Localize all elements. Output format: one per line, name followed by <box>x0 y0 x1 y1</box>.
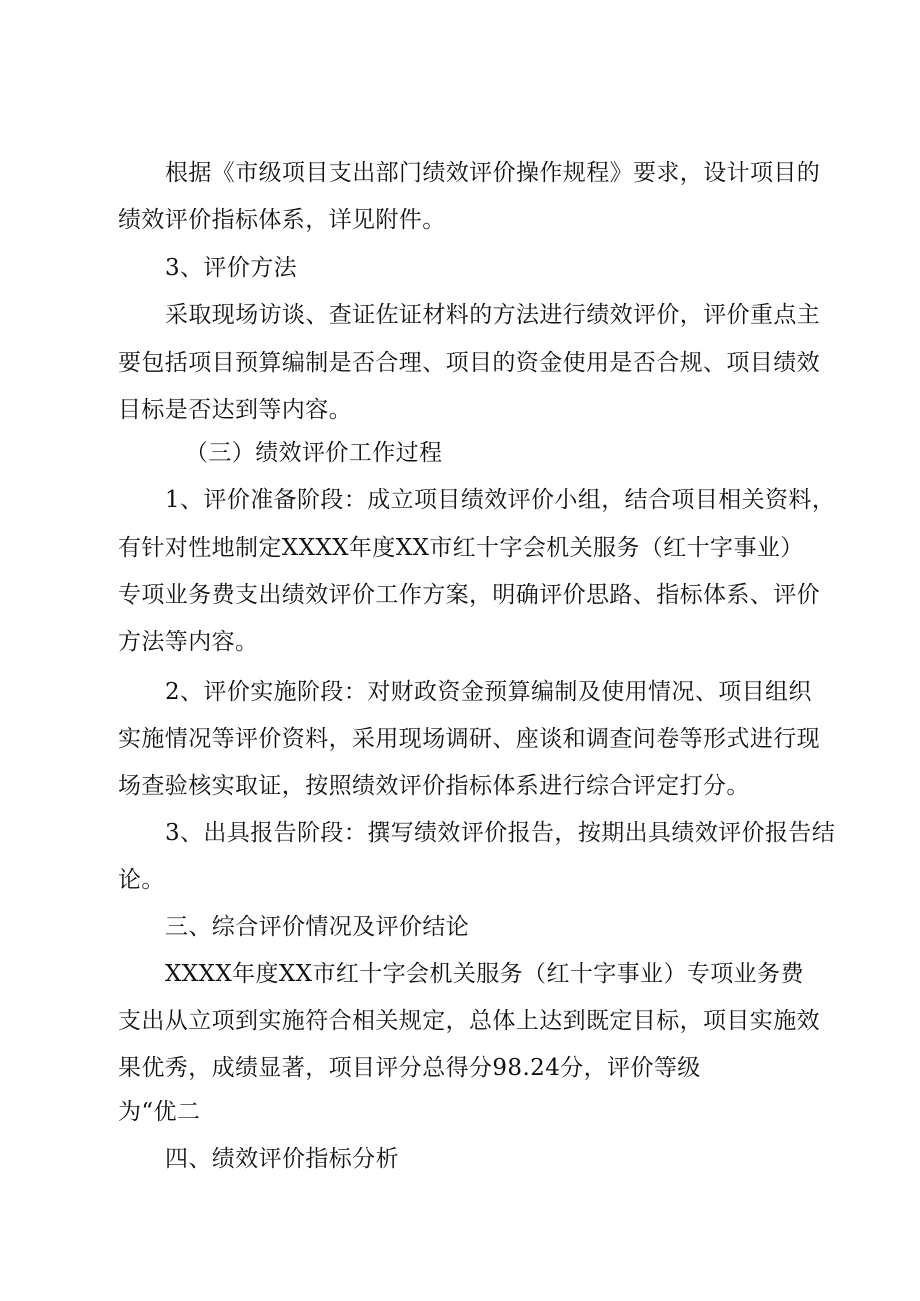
paragraph-line: 绩效评价指标体系，详见附件。 <box>118 207 446 233</box>
paragraph-line: 论。 <box>118 867 165 893</box>
section-heading: 四、绩效评价指标分析 <box>165 1146 399 1172</box>
section-heading: （三）绩效评价工作过程 <box>185 440 443 466</box>
section-heading: 3、评价方法 <box>165 255 298 281</box>
paragraph-line: 果优秀，成绩显著，项目评分总得分98.24分，评价等级 <box>118 1055 701 1081</box>
section-heading: 三、综合评价情况及评价结论 <box>165 914 470 940</box>
paragraph-line: 为“优二 <box>118 1099 201 1125</box>
paragraph-line: 采取现场访谈、查证佐证材料的方法进行绩效评价，评价重点主 <box>165 302 821 328</box>
paragraph-line: 支出从立项到实施符合相关规定，总体上达到既定目标，项目实施效 <box>118 1008 820 1034</box>
paragraph-line: 专项业务费支出绩效评价工作方案，明确评价思路、指标体系、评价 <box>118 582 820 608</box>
paragraph-line: 2、评价实施阶段：对财政资金预算编制及使用情况、项目组织 <box>165 679 812 705</box>
paragraph-line: 1、评价准备阶段：成立项目绩效评价小组，结合项目相关资料， <box>165 487 836 513</box>
paragraph-line: 根据《市级项目支出部门绩效评价操作规程》要求，设计项目的 <box>165 160 821 186</box>
paragraph-line: 3、出具报告阶段：撰写绩效评价报告，按期出具绩效评价报告结 <box>165 820 836 846</box>
paragraph-line: XXXX年度XX市红十字会机关服务（红十字事业）专项业务费 <box>165 961 804 987</box>
paragraph-line: 场查验核实取证，按照绩效评价指标体系进行综合评定打分。 <box>118 773 750 799</box>
paragraph-line: 实施情况等评价资料，采用现场调研、座谈和调查问卷等形式进行现 <box>118 726 820 752</box>
paragraph-line: 方法等内容。 <box>118 629 259 655</box>
paragraph-line: 有针对性地制定XXXX年度XX市红十字会机关服务（红十字事业） <box>118 535 804 561</box>
paragraph-line: 目标是否达到等内容。 <box>118 397 352 423</box>
paragraph-line: 要包括项目预算编制是否合理、项目的资金使用是否合规、项目绩效 <box>118 350 820 376</box>
